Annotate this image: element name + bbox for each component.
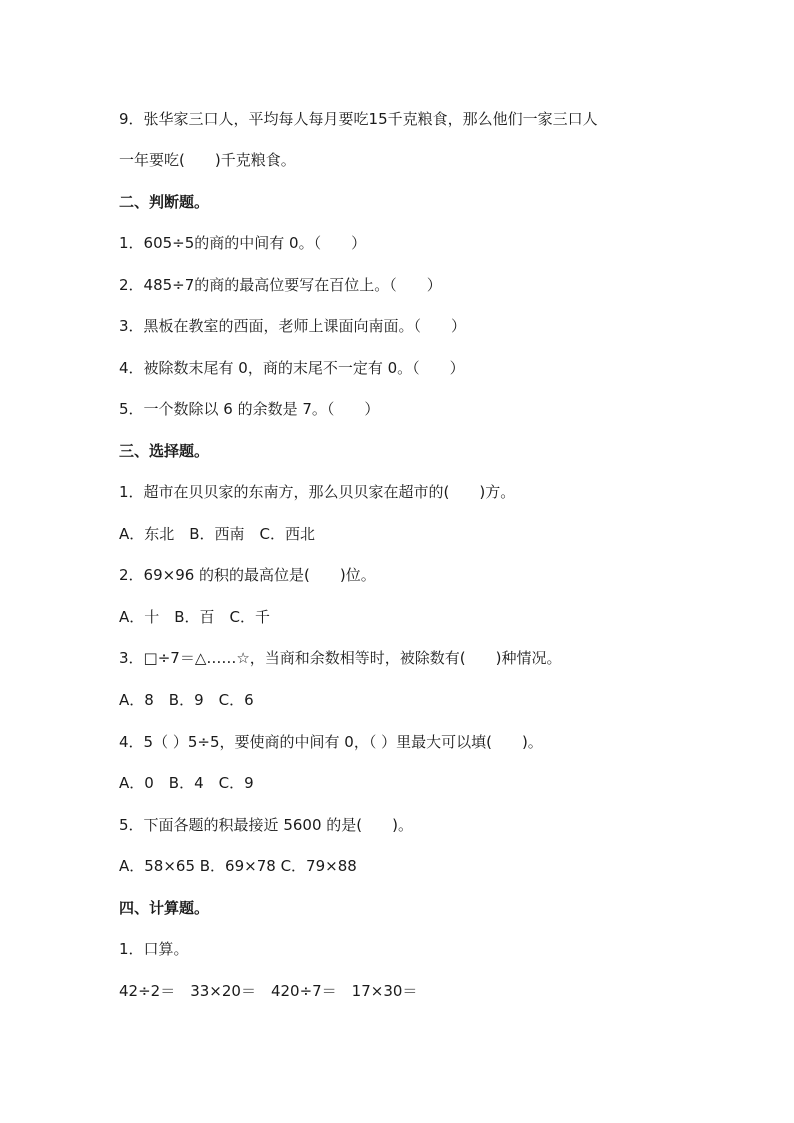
choice-question-2: 2．69×96 的积的最高位是( )位。 [119, 566, 376, 584]
oral-calculation-problems: 42÷2＝ 33×20＝ 420÷7＝ 17×30＝ [119, 982, 418, 1000]
choice-question-1: 1．超市在贝贝家的东南方，那么贝贝家在超市的( )方。 [119, 483, 516, 501]
choice-question-5-options: A．58×65 B．69×78 C．79×88 [119, 857, 357, 875]
section-heading-choice: 三、选择题。 [119, 442, 210, 460]
choice-question-4: 4．5（ ）5÷5，要使商的中间有 0，（ ）里最大可以填( )。 [119, 733, 543, 751]
section-heading-judgment: 二、判断题。 [119, 193, 210, 211]
judgment-question-2: 2．485÷7的商的最高位要写在百位上。（ ） [119, 276, 442, 294]
section-heading-calculation: 四、计算题。 [119, 899, 210, 917]
question-9-line-1: 9．张华家三口人，平均每人每月要吃15千克粮食，那么他们一家三口人 [119, 110, 598, 128]
choice-question-4-options: A．0 B．4 C．9 [119, 774, 254, 792]
judgment-question-3: 3．黑板在教室的西面，老师上课面向南面。（ ） [119, 317, 467, 335]
judgment-question-1: 1．605÷5的商的中间有 0。（ ） [119, 234, 367, 252]
judgment-question-4: 4．被除数末尾有 0，商的末尾不一定有 0。（ ） [119, 359, 465, 377]
choice-question-2-options: A．十 B．百 C．千 [119, 608, 271, 626]
judgment-question-5: 5．一个数除以 6 的余数是 7。（ ） [119, 400, 380, 418]
choice-question-5: 5．下面各题的积最接近 5600 的是( )。 [119, 816, 413, 834]
question-9-line-2: 一年要吃( )千克粮食。 [119, 151, 296, 169]
choice-question-3: 3．□÷7＝△……☆，当商和余数相等时，被除数有( )种情况。 [119, 649, 562, 667]
choice-question-1-options: A．东北 B．西南 C．西北 [119, 525, 316, 543]
choice-question-3-options: A．8 B．9 C．6 [119, 691, 254, 709]
calculation-question-1-title: 1．口算。 [119, 940, 189, 958]
